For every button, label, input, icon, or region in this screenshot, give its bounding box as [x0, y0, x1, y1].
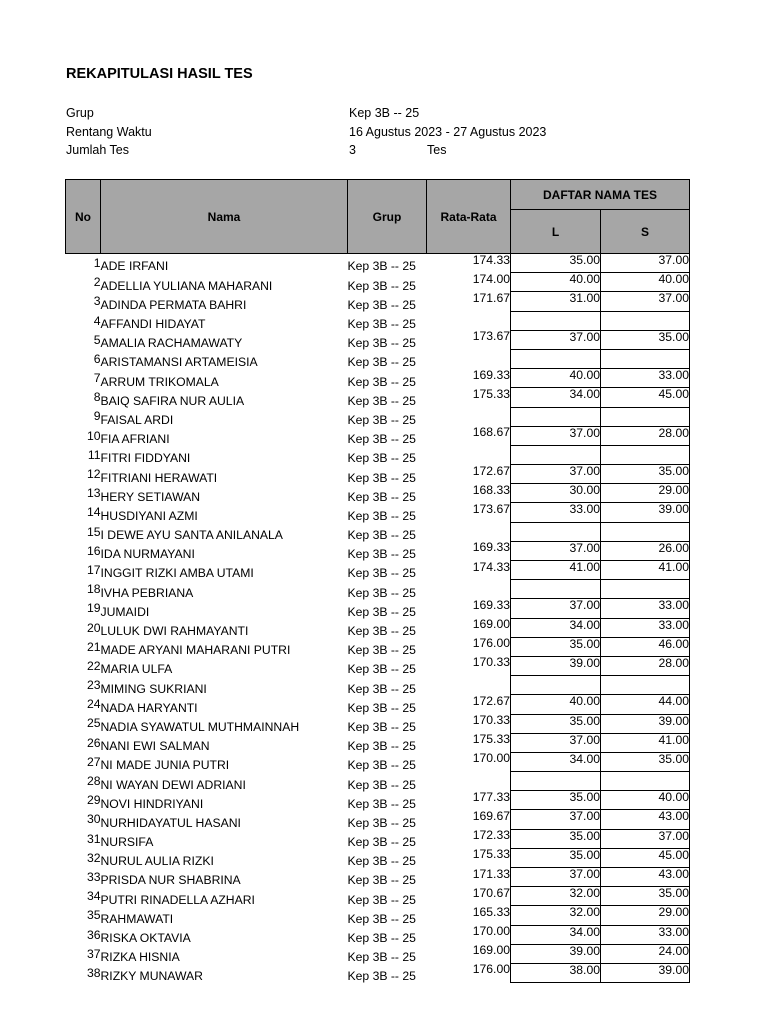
cell-no: 13 — [86, 486, 101, 501]
cell-grup: Kep 3B -- 25 — [347, 854, 416, 869]
cell-score-s — [601, 445, 690, 464]
table-row — [66, 465, 690, 484]
cell-rata-rata: 169.33 — [472, 540, 510, 555]
cell-nama: NI MADE JUNIA PUTRI — [100, 758, 230, 773]
cell-grup: Kep 3B -- 25 — [347, 259, 416, 274]
cell-score-l: 34.00 — [511, 925, 601, 944]
table-row — [66, 445, 690, 464]
table-row — [66, 407, 690, 426]
cell-no: 24 — [86, 697, 101, 712]
cell-rata-rata: 172.67 — [472, 693, 510, 708]
cell-score-s: 45.00 — [601, 848, 690, 867]
cell-grup: Kep 3B -- 25 — [347, 624, 416, 639]
cell-nama: NURHIDAYATUL HASANI — [100, 815, 241, 830]
table-row — [66, 656, 690, 675]
header-rata-rata: Rata-Rata — [427, 180, 511, 254]
table-row — [66, 676, 690, 695]
cell-rata-rata: 169.00 — [472, 617, 510, 632]
cell-nama: MIMING SUKRIANI — [100, 681, 207, 696]
cell-rata-rata — [427, 580, 511, 599]
report-title: REKAPITULASI HASIL TES — [66, 66, 253, 82]
table-row — [66, 388, 690, 407]
cell-no: 34 — [86, 889, 101, 904]
cell-score-s — [601, 580, 690, 599]
cell-no: 29 — [86, 793, 101, 808]
cell-grup: Kep 3B -- 25 — [347, 412, 416, 427]
cell-score-s: 43.00 — [601, 868, 690, 887]
cell-no: 27 — [86, 754, 101, 769]
table-row — [66, 292, 690, 311]
cell-score-s — [601, 349, 690, 368]
cell-grup: Kep 3B -- 25 — [347, 892, 416, 907]
cell-grup: Kep 3B -- 25 — [347, 393, 416, 408]
cell-score-s: 37.00 — [601, 829, 690, 848]
cell-rata-rata: 169.33 — [472, 367, 510, 382]
cell-score-l: 32.00 — [511, 906, 601, 925]
cell-grup: Kep 3B -- 25 — [347, 508, 416, 523]
cell-score-l: 33.00 — [511, 503, 601, 522]
cell-score-s: 29.00 — [601, 484, 690, 503]
cell-rata-rata — [427, 407, 511, 426]
meta-label: Jumlah Tes — [66, 143, 129, 157]
cell-nama: PUTRI RINADELLA AZHARI — [100, 892, 255, 907]
cell-score-s: 24.00 — [601, 944, 690, 963]
table-row — [66, 254, 690, 273]
cell-score-s — [601, 676, 690, 695]
cell-nama: FITRI FIDDYANI — [100, 451, 191, 466]
cell-score-l: 34.00 — [511, 618, 601, 637]
cell-rata-rata: 170.00 — [472, 924, 510, 939]
cell-score-s: 43.00 — [601, 810, 690, 829]
cell-score-l: 31.00 — [511, 292, 601, 311]
cell-no: 4 — [93, 313, 101, 328]
cell-no: 15 — [86, 524, 101, 539]
cell-nama: NOVI HINDRIYANI — [100, 796, 204, 811]
cell-score-l: 40.00 — [511, 369, 601, 388]
cell-score-l: 32.00 — [511, 887, 601, 906]
cell-score-l: 41.00 — [511, 561, 601, 580]
cell-score-s — [601, 772, 690, 791]
cell-score-s: 46.00 — [601, 637, 690, 656]
cell-no: 19 — [86, 601, 101, 616]
cell-nama: ARISTAMANSI ARTAMEISIA — [100, 355, 258, 370]
cell-nama: RISKA OKTAVIA — [100, 931, 191, 946]
meta-value: Kep 3B -- 25 — [349, 106, 420, 120]
cell-rata-rata: 165.33 — [472, 904, 510, 919]
cell-grup: Kep 3B -- 25 — [347, 739, 416, 754]
cell-grup: Kep 3B -- 25 — [347, 451, 416, 466]
cell-grup: Kep 3B -- 25 — [347, 873, 416, 888]
cell-rata-rata: 170.33 — [472, 713, 510, 727]
cell-no: 26 — [86, 735, 101, 750]
meta-value: 3 — [349, 143, 356, 157]
cell-score-l: 37.00 — [511, 541, 601, 560]
cell-score-s: 28.00 — [601, 426, 690, 445]
cell-rata-rata: 174.33 — [472, 559, 510, 574]
cell-grup: Kep 3B -- 25 — [347, 547, 416, 562]
cell-score-l — [511, 772, 601, 791]
cell-score-s: 40.00 — [601, 273, 690, 292]
table-row — [66, 810, 690, 829]
cell-score-s: 37.00 — [601, 292, 690, 311]
table-row — [66, 695, 690, 714]
cell-nama: NI WAYAN DEWI ADRIANI — [100, 777, 246, 792]
cell-nama: PRISDA NUR SHABRINA — [100, 873, 241, 888]
cell-score-s — [601, 407, 690, 426]
cell-nama: IDA NURMAYANI — [100, 547, 195, 562]
cell-nama: ARRUM TRIKOMALA — [100, 374, 219, 389]
cell-nama: MARIA ULFA — [100, 662, 173, 677]
table-row — [66, 772, 690, 791]
cell-score-l — [511, 311, 601, 330]
cell-score-l — [511, 580, 601, 599]
cell-nama: INGGIT RIZKI AMBA UTAMI — [100, 566, 254, 581]
cell-no: 20 — [86, 620, 101, 635]
header-nama: Nama — [101, 180, 348, 254]
cell-score-s: 28.00 — [601, 656, 690, 675]
cell-score-l — [511, 445, 601, 464]
cell-no: 32 — [86, 850, 101, 865]
cell-rata-rata: 176.00 — [472, 962, 510, 977]
cell-rata-rata: 175.33 — [472, 386, 510, 401]
cell-no: 8 — [93, 390, 101, 405]
table-row — [66, 925, 690, 944]
cell-nama: RIZKA HISNIA — [100, 950, 180, 965]
cell-nama: AFFANDI HIDAYAT — [100, 317, 206, 332]
cell-grup: Kep 3B -- 25 — [347, 719, 416, 734]
table-row — [66, 580, 690, 599]
table-row — [66, 426, 690, 445]
cell-nama: ADELLIA YULIANA MAHARANI — [100, 278, 273, 293]
table-row — [66, 522, 690, 541]
cell-grup: Kep 3B -- 25 — [347, 278, 416, 293]
cell-grup: Kep 3B -- 25 — [347, 432, 416, 447]
cell-score-l: 37.00 — [511, 330, 601, 349]
cell-no: 38 — [86, 965, 101, 980]
cell-score-l — [511, 522, 601, 541]
cell-rata-rata: 171.67 — [472, 290, 510, 305]
table-row — [66, 484, 690, 503]
cell-rata-rata: 172.67 — [472, 463, 510, 478]
cell-no: 30 — [86, 812, 101, 827]
cell-nama: AMALIA RACHAMAWATY — [100, 336, 243, 351]
cell-score-s: 35.00 — [601, 752, 690, 771]
cell-score-s: 26.00 — [601, 541, 690, 560]
cell-score-s: 39.00 — [601, 714, 690, 733]
header-daftar-nama-tes: DAFTAR NAMA TES — [511, 180, 690, 210]
table-row — [66, 369, 690, 388]
cell-score-l: 39.00 — [511, 944, 601, 963]
cell-grup: Kep 3B -- 25 — [347, 604, 416, 619]
cell-grup: Kep 3B -- 25 — [347, 336, 416, 351]
cell-no: 2 — [93, 275, 101, 290]
cell-no: 28 — [86, 774, 101, 789]
cell-grup: Kep 3B -- 25 — [347, 835, 416, 850]
cell-rata-rata: 174.33 — [472, 253, 510, 267]
cell-grup: Kep 3B -- 25 — [347, 950, 416, 965]
cell-score-l — [511, 676, 601, 695]
table-row — [66, 273, 690, 292]
cell-rata-rata: 173.67 — [472, 329, 510, 344]
cell-no: 16 — [86, 543, 101, 558]
cell-nama: MADE ARYANI MAHARANI PUTRI — [100, 643, 291, 658]
table-row — [66, 311, 690, 330]
cell-score-l: 35.00 — [511, 829, 601, 848]
cell-score-l: 37.00 — [511, 733, 601, 752]
cell-no: 31 — [86, 831, 101, 846]
cell-grup: Kep 3B -- 25 — [347, 528, 416, 543]
cell-grup: Kep 3B -- 25 — [347, 317, 416, 332]
cell-score-l: 35.00 — [511, 848, 601, 867]
cell-score-l: 37.00 — [511, 810, 601, 829]
cell-rata-rata: 170.33 — [472, 655, 510, 670]
cell-score-l: 34.00 — [511, 752, 601, 771]
cell-rata-rata: 171.33 — [472, 866, 510, 881]
header-s: S — [601, 210, 690, 254]
table-row — [66, 714, 690, 733]
cell-score-s: 33.00 — [601, 599, 690, 618]
cell-nama: FIA AFRIANI — [100, 432, 170, 447]
cell-no: 18 — [86, 582, 101, 597]
cell-no: 33 — [86, 869, 101, 884]
cell-grup: Kep 3B -- 25 — [347, 662, 416, 677]
meta-label: Rentang Waktu — [66, 124, 152, 139]
cell-grup: Kep 3B -- 25 — [347, 643, 416, 658]
results-table — [65, 179, 690, 983]
cell-grup: Kep 3B -- 25 — [347, 815, 416, 830]
table-row — [66, 349, 690, 368]
cell-score-s: 35.00 — [601, 330, 690, 349]
cell-no: 1 — [93, 256, 101, 271]
cell-score-s — [601, 311, 690, 330]
cell-score-s: 29.00 — [601, 906, 690, 925]
cell-score-l: 38.00 — [511, 963, 601, 982]
cell-grup: Kep 3B -- 25 — [347, 700, 416, 715]
table-row — [66, 868, 690, 887]
cell-score-l: 35.00 — [511, 254, 601, 273]
cell-grup: Kep 3B -- 25 — [347, 758, 416, 773]
cell-nama: RAHMAWATI — [100, 911, 174, 926]
cell-score-l: 37.00 — [511, 465, 601, 484]
table-row — [66, 541, 690, 560]
table-row — [66, 791, 690, 810]
meta-unit: Tes — [427, 143, 447, 157]
cell-no: 12 — [86, 467, 101, 482]
header-no: No — [66, 180, 101, 254]
table-row — [66, 503, 690, 522]
cell-rata-rata: 169.00 — [472, 943, 510, 958]
meta-value: 16 Agustus 2023 - 27 Agustus 2023 — [349, 124, 547, 139]
cell-score-s: 33.00 — [601, 618, 690, 637]
cell-nama: NURSIFA — [100, 835, 154, 850]
cell-no: 14 — [86, 505, 101, 520]
cell-nama: ADINDA PERMATA BAHRI — [100, 297, 247, 312]
cell-rata-rata — [427, 445, 511, 464]
cell-score-s: 35.00 — [601, 887, 690, 906]
cell-score-l: 34.00 — [511, 388, 601, 407]
cell-score-s: 41.00 — [601, 733, 690, 752]
cell-score-s: 33.00 — [601, 369, 690, 388]
cell-nama: LULUK DWI RAHMAYANTI — [100, 624, 249, 639]
cell-no: 5 — [93, 332, 101, 347]
cell-score-s: 44.00 — [601, 695, 690, 714]
cell-rata-rata: 168.33 — [472, 482, 510, 497]
cell-nama: FAISAL ARDI — [100, 412, 174, 427]
cell-score-l: 35.00 — [511, 791, 601, 810]
cell-score-s: 37.00 — [601, 254, 690, 273]
table-row — [66, 561, 690, 580]
header-l: L — [511, 210, 601, 254]
cell-nama: IVHA PEBRIANA — [100, 585, 194, 600]
cell-rata-rata — [427, 349, 511, 368]
cell-score-l — [511, 407, 601, 426]
table-row — [66, 887, 690, 906]
cell-nama: JUMAIDI — [100, 604, 150, 619]
cell-grup: Kep 3B -- 25 — [347, 681, 416, 696]
cell-nama: HERY SETIAWAN — [100, 489, 201, 504]
meta-label: Grup — [66, 106, 94, 120]
cell-score-l: 37.00 — [511, 599, 601, 618]
cell-no: 17 — [86, 562, 101, 577]
cell-score-l: 35.00 — [511, 714, 601, 733]
table-row — [66, 599, 690, 618]
cell-score-s: 35.00 — [601, 465, 690, 484]
cell-grup: Kep 3B -- 25 — [347, 566, 416, 581]
cell-rata-rata: 169.67 — [472, 808, 510, 823]
cell-rata-rata: 175.33 — [472, 847, 510, 862]
cell-score-s: 33.00 — [601, 925, 690, 944]
cell-no: 7 — [93, 371, 101, 386]
cell-score-l: 37.00 — [511, 868, 601, 887]
cell-score-l: 40.00 — [511, 273, 601, 292]
cell-nama: FITRIANI HERAWATI — [100, 470, 218, 485]
cell-rata-rata: 173.67 — [472, 501, 510, 516]
cell-score-l: 37.00 — [511, 426, 601, 445]
cell-rata-rata: 170.67 — [472, 885, 510, 900]
cell-rata-rata — [427, 311, 511, 330]
cell-grup: Kep 3B -- 25 — [347, 931, 416, 946]
cell-rata-rata: 172.33 — [472, 828, 510, 843]
table-row — [66, 330, 690, 349]
table-row — [66, 829, 690, 848]
table-row — [66, 848, 690, 867]
cell-score-l — [511, 349, 601, 368]
cell-rata-rata — [427, 772, 511, 791]
cell-grup: Kep 3B -- 25 — [347, 911, 416, 926]
cell-score-l: 39.00 — [511, 656, 601, 675]
cell-no: 6 — [93, 351, 101, 366]
cell-no: 36 — [86, 927, 101, 942]
cell-no: 3 — [93, 294, 101, 309]
cell-nama: NADA HARYANTI — [100, 700, 198, 715]
table-row — [66, 963, 690, 982]
cell-no: 9 — [93, 409, 101, 424]
cell-score-l: 35.00 — [511, 637, 601, 656]
cell-no: 37 — [86, 946, 101, 961]
cell-score-s: 45.00 — [601, 388, 690, 407]
cell-rata-rata — [427, 676, 511, 695]
table-row — [66, 752, 690, 771]
cell-no: 23 — [86, 678, 101, 693]
cell-no: 22 — [86, 658, 101, 673]
cell-grup: Kep 3B -- 25 — [347, 374, 416, 389]
cell-rata-rata — [427, 522, 511, 541]
cell-score-s: 40.00 — [601, 791, 690, 810]
table-row — [66, 906, 690, 925]
cell-no: 21 — [86, 639, 101, 654]
table-row — [66, 944, 690, 963]
cell-nama: ADE IRFANI — [100, 259, 169, 274]
cell-no: 11 — [87, 447, 101, 462]
cell-nama: NURUL AULIA RIZKI — [100, 854, 214, 869]
cell-score-s: 39.00 — [601, 963, 690, 982]
cell-grup: Kep 3B -- 25 — [347, 297, 416, 312]
cell-rata-rata: 177.33 — [472, 789, 510, 804]
table-row — [66, 618, 690, 637]
cell-grup: Kep 3B -- 25 — [347, 470, 416, 485]
cell-rata-rata: 169.33 — [472, 597, 510, 612]
cell-score-s: 41.00 — [601, 561, 690, 580]
cell-score-s: 39.00 — [601, 503, 690, 522]
table-row — [66, 733, 690, 752]
cell-rata-rata: 174.00 — [472, 271, 510, 286]
header-grup: Grup — [348, 180, 427, 254]
cell-nama: BAIQ SAFIRA NUR AULIA — [100, 393, 245, 408]
table-row — [66, 637, 690, 656]
cell-nama: I DEWE AYU SANTA ANILANALA — [100, 528, 283, 543]
cell-nama: NADIA SYAWATUL MUTHMAINNAH — [100, 719, 300, 734]
cell-grup: Kep 3B -- 25 — [347, 969, 416, 984]
cell-grup: Kep 3B -- 25 — [347, 489, 416, 504]
cell-nama: NANI EWI SALMAN — [100, 739, 210, 754]
cell-score-l: 30.00 — [511, 484, 601, 503]
cell-score-l: 40.00 — [511, 695, 601, 714]
cell-nama: RIZKY MUNAWAR — [100, 969, 203, 984]
cell-rata-rata: 170.00 — [472, 751, 510, 766]
cell-no: 35 — [86, 908, 101, 923]
cell-grup: Kep 3B -- 25 — [347, 355, 416, 370]
cell-rata-rata: 175.33 — [472, 732, 510, 747]
cell-grup: Kep 3B -- 25 — [347, 796, 416, 811]
cell-nama: HUSDIYANI AZMI — [100, 508, 198, 523]
cell-rata-rata: 168.67 — [472, 425, 510, 440]
cell-grup: Kep 3B -- 25 — [347, 777, 416, 792]
cell-grup: Kep 3B -- 25 — [347, 585, 416, 600]
cell-rata-rata: 176.00 — [472, 636, 510, 651]
cell-no: 10 — [86, 428, 101, 443]
cell-no: 25 — [86, 716, 101, 731]
cell-score-s — [601, 522, 690, 541]
